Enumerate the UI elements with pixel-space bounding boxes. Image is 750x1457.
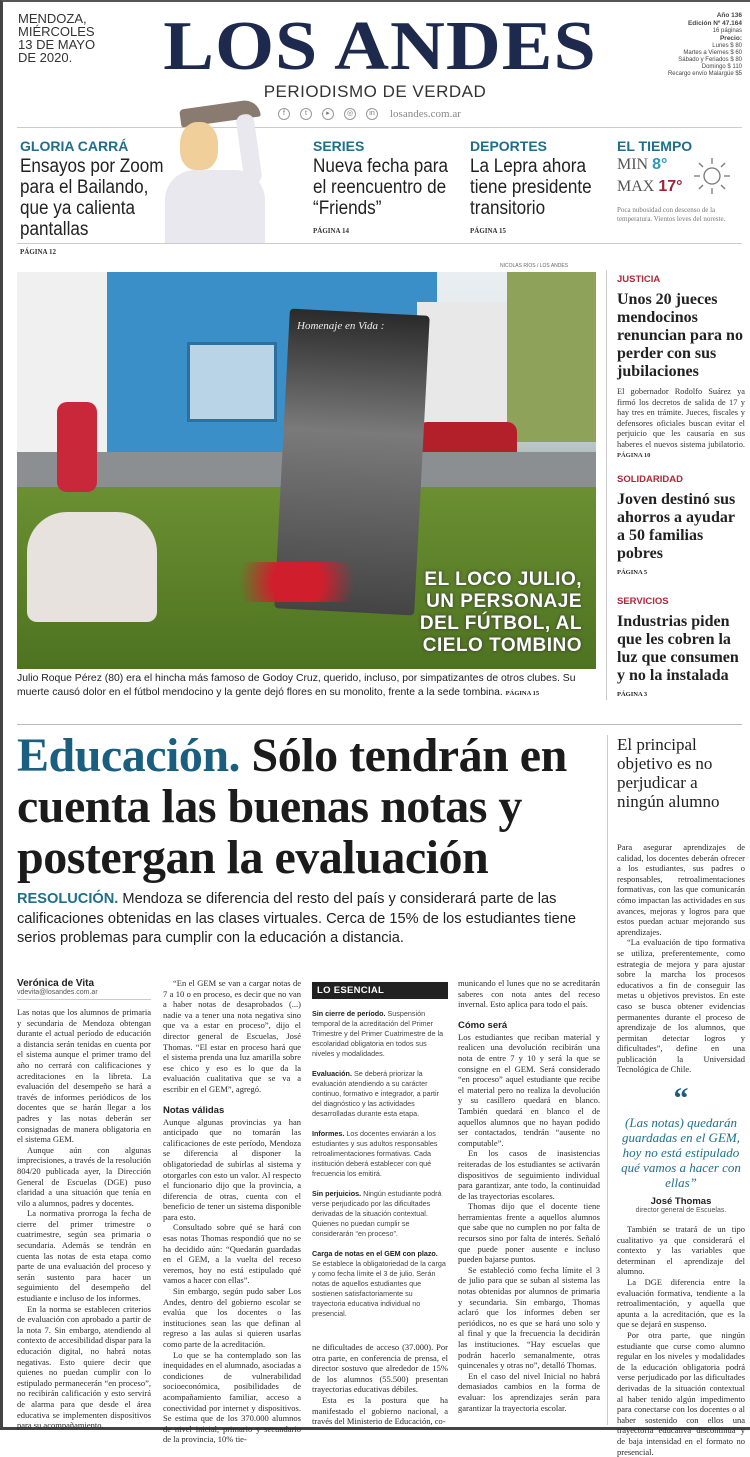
- instagram-icon[interactable]: ◎: [344, 108, 356, 120]
- sidebar-column: [617, 842, 745, 1457]
- teaser-gloria-carra[interactable]: [20, 138, 180, 256]
- price-item: Martes a Viernes $ 60: [683, 50, 742, 56]
- story-justicia[interactable]: [617, 274, 745, 461]
- overlay-line: UN PERSONAJE: [426, 591, 582, 612]
- main-headline[interactable]: [17, 730, 607, 883]
- paragraph: municando el lunes que no se acreditarán saberes con nota antes del receso invernal. Esto aplica para todo el país.: [458, 978, 600, 1010]
- story-page: PÁGINA 10: [617, 452, 651, 459]
- paragraph: Aunque algunas provincias ya han anticipado que no tomarán las calificaciones de este período, Mendoza se diferencia al disponer la obligatoriedad de subirlas al sistema y otorgarles con esto un valor. Al respecto el funcionario dijo que la provincia, a diferencia de otras, cuenta con el beneficio de tener un sistema disponible para esto.: [163, 1116, 301, 1222]
- item-text: Los docentes enviarán a los estudiantes y sus adultos responsables retroalimentaciones formativas. Cada institución deberá establecer con qué frecuencia los emitirá.: [312, 1129, 438, 1178]
- overlay-line: DEL FÚTBOL, AL: [419, 613, 582, 634]
- linkedin-icon[interactable]: in: [366, 108, 378, 120]
- essentials-item: [312, 1129, 448, 1179]
- teaser-kicker: GLORIA CARRÁ: [20, 138, 129, 154]
- item-text: Se establece la obligatoriedad de la carga y como fecha límite el 3 de julio. Serán notas de aquellos estudiantes que sostienen satisfactoriamente su trayectoria educativa individual no presencial.: [312, 1259, 446, 1318]
- main-photo[interactable]: [17, 272, 596, 669]
- dateline: MENDOZA, MIÉRCOLES 13 DE MAYO DE 2020.: [18, 11, 96, 65]
- story-headline[interactable]: Industrias piden que les cobren la luz que consumen y no la instalada: [617, 613, 739, 684]
- max-label: MAX: [617, 178, 655, 195]
- price-label: Precio:: [719, 35, 742, 42]
- deck-label: RESOLUCIÓN.: [17, 891, 119, 907]
- photo-overlay-headline[interactable]: [420, 569, 582, 657]
- teaser-kicker: SERIES: [313, 138, 365, 154]
- essentials-title: LO ESENCIAL: [312, 982, 448, 999]
- story-headline[interactable]: Joven destinó sus ahorros a ayudar a 50 familias pobres: [617, 491, 736, 562]
- divider: [606, 270, 607, 700]
- overlay-line: EL LOCO JULIO,: [424, 569, 582, 590]
- story-headline[interactable]: Unos 20 jueces mendocinos renuncian para no perder con sus jubilaciones: [617, 291, 743, 380]
- caption-page: PÁGINA 15: [505, 690, 540, 697]
- paragraph: En los casos de inasistencias reiteradas de los estudiantes se activarán dispositivos de seguimiento individual para garantizar, ante todo, la continuidad de las trayectorias escolares.: [458, 1148, 600, 1201]
- paragraph: En el caso del nivel Inicial no habrá demasiados cambios en la forma de evaluar: los aprendizajes serán para garantizar la trayectoria escolar.: [458, 1370, 600, 1413]
- twitter-icon[interactable]: t: [300, 108, 312, 120]
- paragraph: También se tratará de un tipo cualitativo ya que considerará el contexto y las variables que determinan el aprendizaje del alumno.: [617, 1224, 745, 1277]
- pull-quote: [617, 1082, 745, 1215]
- subheading: Cómo será: [458, 1019, 508, 1031]
- price-item: Sábado y Feriados $ 80: [678, 57, 742, 63]
- paragraph: Sin embargo, según pudo saber Los Andes, dentro del gobierno escolar se evalúa que los docentes o las instituciones sean las que definan al regreso a las aulas si quieren usarlas como parte de la acreditación.: [163, 1286, 301, 1349]
- item-text: Se deberá priorizar la evaluación atendiendo a su carácter continuo, formativo e integrador, a partir del diagnóstico y las actividades desarrolladas durante esta etapa.: [312, 1069, 440, 1118]
- essentials-item: [312, 1189, 448, 1239]
- essentials-item: [312, 1069, 448, 1119]
- paragraph: Se estableció como fecha límite el 3 de julio para que se suban al sistema las notas obtenidas por alumnos de primaria y secundaria. Sin embargo, Thomas aclaró que los informes deben ser periódicos, no es que se hará uno solo y al final y que la frecuencia la decidirán las instituciones. “Hay escuelas que podrán hacerlo semanalmente, otras quincenales y otras no”, detalló Thomas.: [458, 1264, 600, 1371]
- teaser-headline[interactable]: Nueva fecha para el reencuentro de “Friends”: [313, 156, 448, 219]
- website-link[interactable]: losandes.com.ar: [390, 108, 461, 120]
- item-lead: Sin cierre de período.: [312, 1009, 386, 1018]
- story-kicker: SOLIDARIDAD: [617, 474, 683, 485]
- tagline: PERIODISMO DE VERDAD: [263, 82, 487, 101]
- divider: [17, 127, 742, 128]
- youtube-icon[interactable]: ▸: [322, 108, 334, 120]
- teaser-deportes[interactable]: [470, 138, 610, 235]
- monolith-sign: Homenaje en Vida :: [297, 320, 385, 332]
- paragraph: En la norma se establecen criterios de evaluación con aprobado a partir de la nota 7. Sin embargo, atendiendo al contexto de accesibilidad dispar para la educación digital, no habrá notas negativas. Esto quiere decir que quienes no puedan cumplir con lo estipulado permanecerán “en proceso”, no recibirán calificación y esto servirá de alarma para que desde el área educativa se implementen dispositivos para su acompañamiento.: [17, 1303, 151, 1431]
- article-column-3: [312, 1342, 448, 1427]
- weather-kicker: EL TIEMPO: [617, 138, 693, 154]
- price-item: Domingo $ 110: [701, 64, 742, 70]
- item-text: Suspensión temporal de la acreditación del Primer Trimestre y del Primer Cuatrimestre de la escolaridad obligatoria en todos sus niveles y modalidades.: [312, 1009, 444, 1058]
- author-email[interactable]: vdevita@losandes.com.ar: [17, 989, 151, 1000]
- weather-text: Poca nubosidad con descenso de la temperatura. Vientos leves del noreste.: [617, 206, 726, 223]
- item-lead: Sin perjuicios.: [312, 1189, 362, 1198]
- edition-year: Año 136: [716, 12, 742, 19]
- story-page: PÁGINA 3: [617, 691, 648, 698]
- paragraph: La normativa prorroga la fecha de cierre del primer trimestre o cuatrimestre, según sea primaria o secundaria. Además se tendrán en cuenta las notas de esta etapa como parte de una evaluación del proceso y serán sustento para hacer un seguimiento del desempeño del estudiante e incluso de los informes.: [17, 1208, 151, 1304]
- quote-text: (Las notas) quedarán guardadas en el GEM, hoy no está estipulado qué vamos a hacer con ellas”: [621, 1115, 741, 1191]
- story-page: PÁGINA 5: [617, 569, 648, 576]
- quote-mark-icon: “: [673, 1082, 689, 1116]
- newspaper-logo[interactable]: LOS ANDES: [163, 7, 597, 85]
- paragraph: Los estudiantes que reciban material y realicen una devolución recibirán una nota de entre 7 y 10 y será la que se consigne en el GEM. Será considerado “en proceso” aquel estudiante que recibe el material pero no realiza la devolución y su casillero quedará en blanco. También quedará en blanco el de aquellos alumnos que no hayan podido ser contactados, tendrán “ausente no computable”.: [458, 1031, 600, 1148]
- headline-lead: Educación.: [17, 729, 241, 782]
- summary-text: El gobernador Rodolfo Suárez ya firmó los decretos de salida de 17 y hay tres en trámite. Jueces, fiscales y defensores oficiales buscan evitar el perjuicio que les causaría en sus haberes el nuevos sistema jubilatorio.: [617, 387, 745, 449]
- price-item: Recargo envío Malargüe $5: [667, 71, 742, 77]
- paragraph: Consultado sobre qué se hará con esas notas Thomas respondió que no se ha decidido aún: “Quedarán guardadas en el GEM, a la vuelta del receso veremos, hoy no está estipulado qué vamos a hacer con ellas”.: [163, 1222, 301, 1286]
- article-column-1: [17, 978, 151, 1431]
- essentials-box: [312, 982, 448, 1319]
- deck-text: Mendoza se diferencia del resto del país y considerará parte de las calificaciones obtenidas en las clases virtuales. Cerca de 15% de los estudiantes tiene serios problemas para cumplir con la educación a distancia.: [17, 891, 576, 946]
- paragraph: Thomas dijo que el docente tiene herramientas frente a aquellos alumnos que sabe que no cumplen no por falta de recursos sino por falta de interés. Señaló que puede poner ausente e incluso pueden bajarse puntos.: [458, 1201, 600, 1265]
- headline-text: Sólo tendrán en cuenta las buenas notas y postergan la evaluación: [17, 729, 567, 884]
- paragraph: Lo que se ha contemplado son las inequidades en el alumnado, asociadas a condiciones de vulnerabilidad socioeconómica, posibilidades de acompañamiento familiar, acceso a conectividad por internet y dispositivos. Se estima que de los 370.000 alumnos de nivel inicial, primario y secundario de la provincia, 10% tie-: [163, 1349, 301, 1445]
- paragraph: ne dificultades de acceso (37.000). Por otra parte, en conferencia de prensa, el director sostuvo que alrededor de 15% de los alumnos (55.500) presentan trayectorias educativas débiles.: [312, 1342, 448, 1395]
- article-column-4: [458, 978, 600, 1413]
- caption-text: Julio Roque Pérez (80) era el hincha más famoso de Godoy Cruz, querido, incluso, por simpatizantes de otros clubes. Su muerte causó dolor en el fútbol mendocino y la gente dejó flores en su monolito, frente a la sede tombina.: [17, 673, 576, 698]
- paragraph: Esta es la postura que ha manifestado el gobierno nacional, a través del Ministerio de Educación, co-: [312, 1394, 448, 1427]
- paragraph: Las notas que los alumnos de primaria y secundaria de Mendoza obtengan durante el actual período de educación a distancia serán tenidas en cuenta por el sistema aunque el primer tramo del año no cerrará con calificaciones y acreditaciones en la libreta. La evaluación del desempeño se hará a través de informes periódicos de los docentes que se harán llegar a los padres y las notas deberán ser consignadas de manera obligatoria en el sistema GEM.: [17, 1007, 151, 1145]
- quote-author: José Thomas: [650, 1196, 712, 1208]
- sun-icon: [692, 156, 732, 196]
- item-lead: Carga de notas en el GEM con plazo.: [312, 1249, 438, 1258]
- divider: [17, 724, 742, 725]
- overlay-line: CIELO TOMBINO: [422, 635, 582, 656]
- byline: Verónica de Vita: [17, 978, 95, 989]
- sidebar-title: El principal objetivo es no perjudicar a ningún alumno: [617, 735, 720, 811]
- paragraph: “La evaluación de tipo formativa se utiliza, preferentemente, como estrategia de mejora y para ajustar sobre la marcha los procesos educativos a fin de conseguir las metas u objetivos previstos. En este caso se busca obtener evidencias permanentes durante el proceso de aprendizaje de los alumnos, que permitan detectar logros y dificultades”, define en una publicación la Universidad Tecnológica de Chile.: [617, 937, 745, 1075]
- item-lead: Informes.: [312, 1129, 345, 1138]
- divider: [607, 735, 608, 1425]
- subheading: Notas válidas: [163, 1104, 225, 1116]
- teaser-headline[interactable]: Ensayos por Zoom para el Bailando, que ya calienta pantallas: [20, 156, 164, 240]
- paragraph: La DGE diferencia entre la evaluación formativa, tendiente a la retroalimentación, y aquella que apunta a la acreditación, que es la que se dejará en suspenso.: [617, 1277, 745, 1330]
- teaser-page: PÁGINA 15: [470, 227, 506, 235]
- story-summary: [617, 387, 745, 461]
- item-text: Ningún estudiante podrá verse perjudicado por las dificultades derivadas de la situación contextual. Quienes no puedan cumplir se considerarán “en proceso”.: [312, 1189, 442, 1238]
- story-kicker: SERVICIOS: [617, 596, 669, 607]
- edition-pages: 16 páginas: [712, 28, 742, 34]
- essentials-item: [312, 1249, 448, 1319]
- photo-caption: [17, 672, 602, 700]
- quote-role: director general de Escuelas.: [635, 1207, 727, 1215]
- paragraph: “En el GEM se van a cargar notas de 7 a 10 o en proceso, es decir que no van a haber notas de desaprobados (...) nadie va a tener una nota negativa sino que va a estar en proceso”, dijo el director general de Escuelas, José Thomas. “El estar en proceso hará que el sistema prenda una luz amarilla sobre ese chico y eso es lo que da la evaluación cualitativa que se va a escribir en el GEM”, agregó.: [163, 978, 301, 1094]
- max-temp: 17°: [658, 178, 683, 195]
- paragraph: Por otra parte, que ningún estudiante que curse como alumno regular en los niveles y modalidades de la educación obligatoria podrá verse perjudicado por las dificultades derivadas de la situación contextual al haber tenido algún impedimento para conectarse con los docentes o al haber sostenido con ellos una trayectoria educativa discontinua y de baja intensidad en el formato no presencial.: [617, 1330, 745, 1457]
- photo-credit: NICOLÁS RÍOS / LOS ANDES: [500, 263, 569, 269]
- teaser-page: PÁGINA 14: [313, 227, 349, 235]
- teaser-headline[interactable]: La Lepra ahora tiene presidente transitorio: [470, 156, 592, 219]
- min-temp: 8°: [652, 156, 668, 173]
- main-deck: [17, 890, 607, 949]
- price-item: Lunes $ 80: [712, 43, 742, 49]
- weather-box: [617, 138, 747, 224]
- article-column-2: [163, 978, 301, 1445]
- divider: [17, 243, 742, 244]
- social-links: [278, 108, 461, 120]
- min-label: MIN: [617, 156, 649, 173]
- story-kicker: JUSTICIA: [617, 274, 661, 285]
- story-servicios[interactable]: [617, 596, 745, 698]
- teaser-page: PÁGINA 12: [20, 248, 56, 256]
- item-lead: Evaluación.: [312, 1069, 352, 1078]
- story-solidaridad[interactable]: [617, 474, 745, 576]
- facebook-icon[interactable]: f: [278, 108, 290, 120]
- paragraph: Para asegurar aprendizajes de calidad, los docentes deberán ofrecer a los estudiantes, sus padres o responsables, retroalimentaciones formativas, con las que comunicarán cómo impactan las actividades en sus avances, mejoras y logros para que estos puedan actuar mejorando sus aprendizajes.: [617, 842, 745, 937]
- paragraph: Aunque aún con algunas imprecisiones, a través de la resolución 804/20 publicada ayer, la Dirección General de Escuelas (DGE) puso claridad a una situación que tenía en vilo a alumnos, padres y docentes.: [17, 1144, 151, 1208]
- edition-number: Edición Nº 47.164: [687, 20, 742, 27]
- teaser-kicker: DEPORTES: [470, 138, 548, 154]
- teaser-series[interactable]: [313, 138, 463, 235]
- edition-info: [652, 12, 742, 78]
- essentials-item: [312, 1009, 448, 1059]
